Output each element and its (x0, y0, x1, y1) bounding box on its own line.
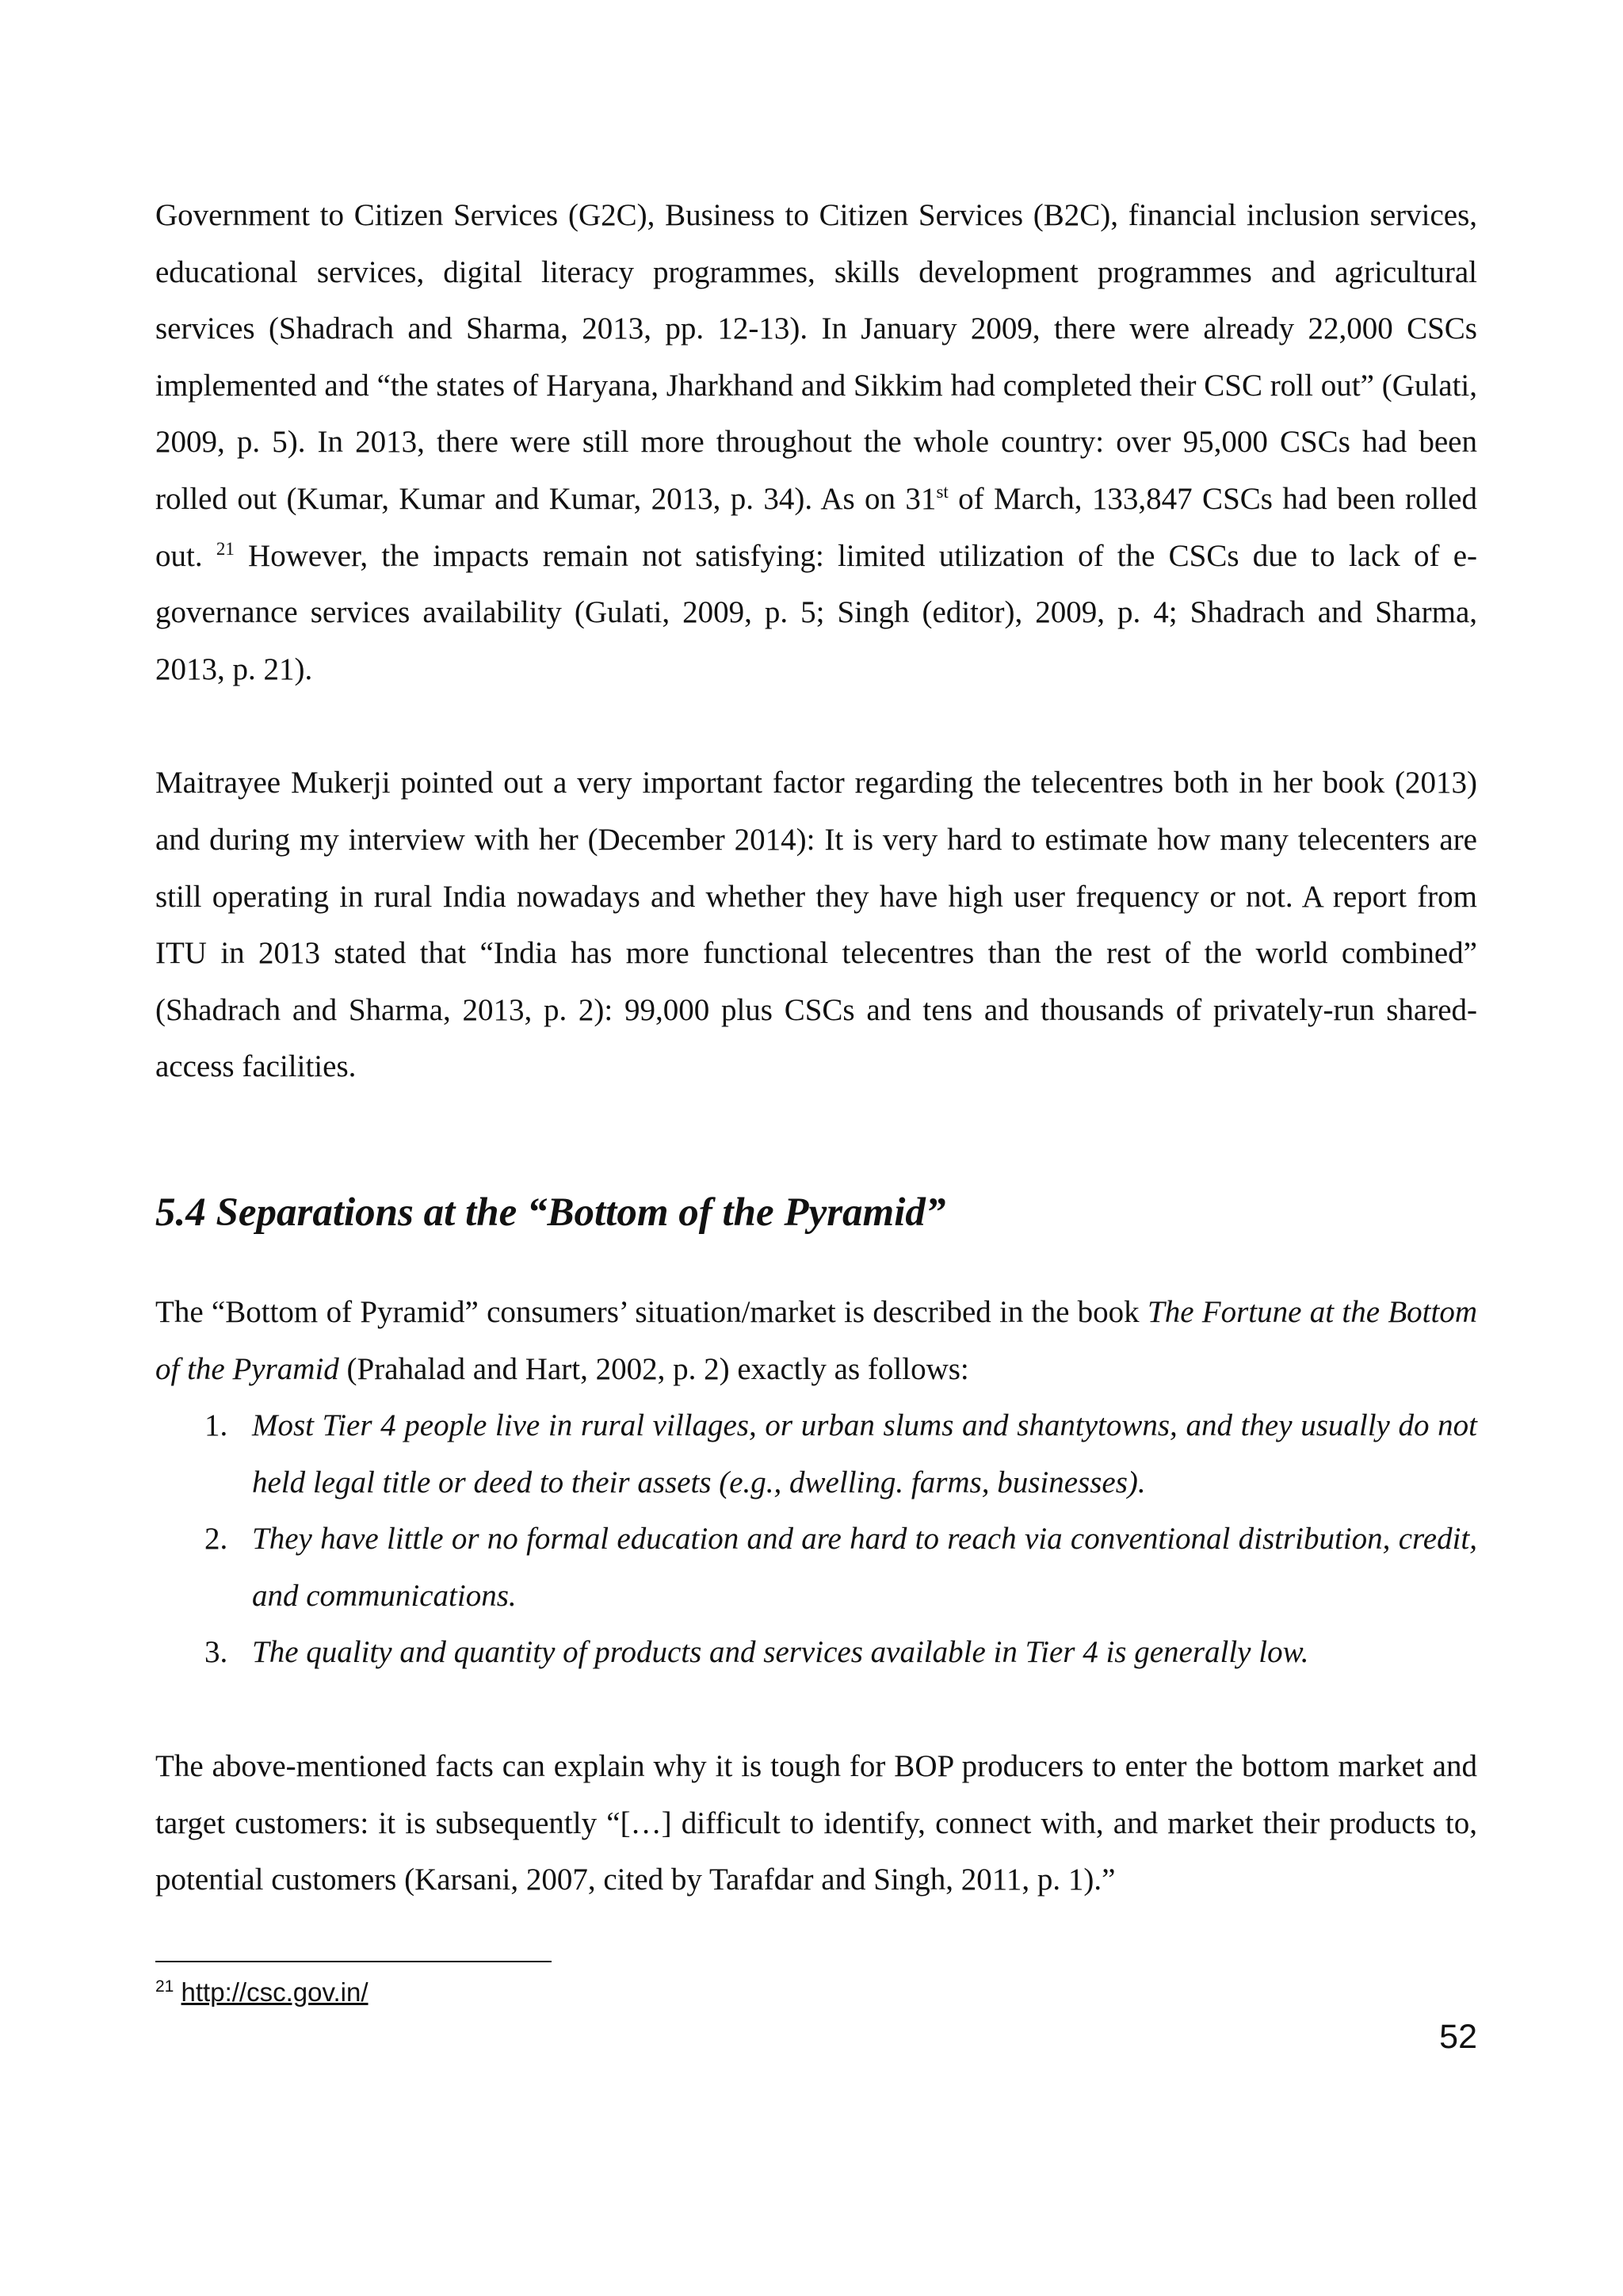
footnote-link[interactable]: http://csc.gov.in/ (181, 1977, 369, 2007)
paragraph-text: The “Bottom of Pyramid” consumers’ situation/market is described in the book (155, 1294, 1148, 1329)
ordinal-superscript: st (936, 481, 949, 502)
footnote-number: 21 (155, 1977, 174, 1996)
section-heading: 5.4 Separations at the “Bottom of the Pyramid” (155, 1190, 946, 1235)
book-title: The Fortune at the Bottom of the Pyramid (155, 1294, 1477, 1386)
page-body (155, 187, 1477, 1908)
footnote-reference[interactable]: 21 (216, 538, 235, 559)
paragraph-telecentres: Maitrayee Mukerji pointed out a very important factor regarding the telecentres both in her book (2013) and during my interview with her (December 2014): It is very hard to estimate how many telecenters are still operating in rural India nowadays and whether they have high user frequency or not. A report from ITU in 2013 stated that “India has more functional telecentres than the rest of the world combined” (Shadrach and Sharma, 2013, p. 2): 99,000 plus CSCs and tens and thousands of privately-run shared-access facilities. (155, 766, 1477, 1084)
paragraph-text: of March, 133,847 CSCs had been rolled out. (155, 481, 1477, 573)
list-item (155, 1397, 1477, 1511)
list-number: 2. (204, 1522, 228, 1557)
footnote-divider (155, 1961, 552, 1962)
paragraph-text: However, the impacts remain not satisfying: limited utilization of the CSCs due to lack of e-governance services availability (Gulati, 2009, p. 5; Singh (editor), 2009, p. 4; Shadrach and Sharma, 2013, p. 21). (155, 538, 1477, 686)
list-item-text: Most Tier 4 people live in rural villages, or urban slums and shantytowns, and they usually do not held legal title or deed to their assets (e.g., dwelling. farms, businesses). (252, 1408, 1477, 1499)
list-number: 1. (204, 1408, 228, 1443)
footnote (155, 1972, 369, 2013)
paragraph-bop-intro (155, 1284, 1477, 1397)
paragraph-bop-producers: The above-mentioned facts can explain why it is tough for BOP producers to enter the bottom market and target customers: it is subsequently “[…] difficult to identify, connect with, and market their products to, potential customers (Karsani, 2007, cited by Tarafdar and Singh, 2011, p. 1).” (155, 1749, 1477, 1897)
paragraph-text: Government to Citizen Services (G2C), Business to Citizen Services (B2C), financial inclusion services, educational services, digital literacy programmes, skills development programmes and agricultural services (Shadrach and Sharma, 2013, pp. 12-13). In January 2009, there were already 22,000 CSCs implemented and “the states of Haryana, Jharkhand and Sikkim had completed their CSC roll out” (Gulati, 2009, p. 5). In 2013, there were still more throughout the whole country: over 95,000 CSCs had been rolled out (Kumar, Kumar and Kumar, 2013, p. 34). As on 31 (155, 198, 1477, 516)
list-item-text: The quality and quantity of products and services available in Tier 4 is generally low. (252, 1635, 1309, 1670)
list-item (155, 1624, 1477, 1681)
paragraph-csc-services (155, 187, 1477, 697)
list-item-text: They have little or no formal education and are hard to reach via conventional distribution, credit, and communications. (252, 1522, 1477, 1613)
page-number: 52 (1439, 2018, 1477, 2056)
paragraph-text: (Prahalad and Hart, 2002, p. 2) exactly as follows: (338, 1351, 969, 1386)
list-item (155, 1511, 1477, 1624)
list-number: 3. (204, 1635, 228, 1670)
bop-characteristics-list (155, 1397, 1477, 1681)
